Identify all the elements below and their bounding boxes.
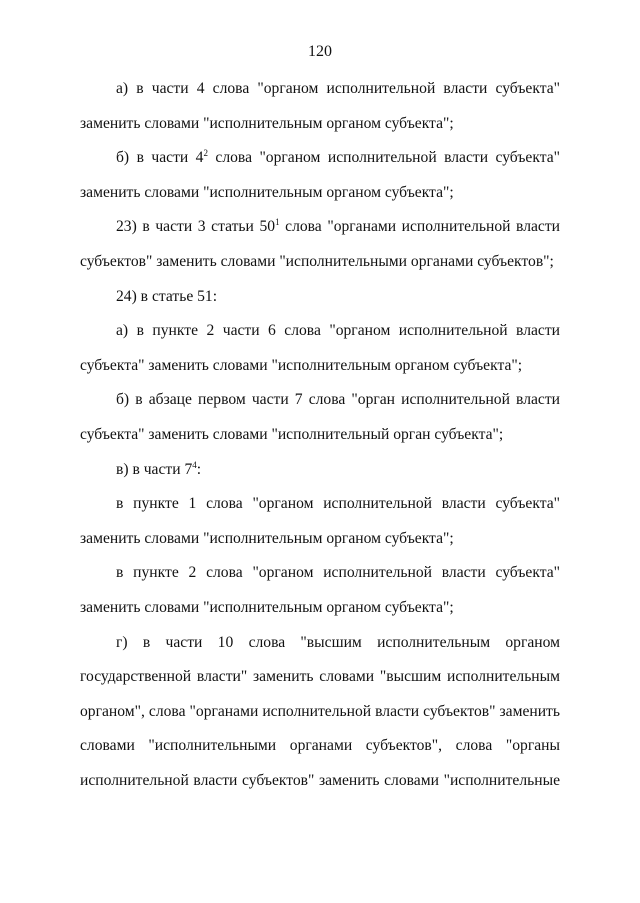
text-line: субъектов" заменить словами "исполнительными органами субъектов"; [80,253,554,270]
text-line: а) в части 4 слова "органом исполнительной власти субъекта" [116,80,560,97]
text-line: в пункте 2 слова "органом исполнительной власти субъекта" [116,564,560,582]
text-fragment: 23) в части 3 статьи 50 [116,218,276,236]
text-line: государственной власти" заменить словами "высшим исполнительным [80,668,560,686]
text-line: заменить словами "исполнительным органом субъекта"; [80,529,454,547]
text-line: субъекта" заменить словами "исполнительным органом субъекта"; [80,356,523,374]
text-line: заменить словами "исполнительным органом субъекта"; [80,599,454,616]
text-fragment: : [196,460,202,478]
superscript: 1 [275,217,280,228]
text-fragment: слова "органами исполнительной власти [279,218,560,236]
text-line: а) в пункте 2 части 6 слова "органом исполнительной власти [116,322,560,340]
text-fragment: в) в части 7 [116,460,193,478]
text-line: 24) в статье 51: [116,287,218,305]
text-line: б) в абзаце первом части 7 слова "орган исполнительной власти [116,391,560,409]
text-line [116,216,560,238]
page-number: 120 [308,43,332,60]
text-fragment: б) в части 4 [116,149,204,167]
text-line [116,147,560,169]
text-line: словами "исполнительными органами субъектов", слова "органы [80,737,560,755]
text-line: заменить словами "исполнительным органом субъекта"; [80,114,454,132]
text-line [116,459,560,481]
superscript: 2 [203,148,208,159]
superscript: 4 [192,459,197,470]
text-line: органом", слова "органами исполнительной власти субъектов" заменить [80,702,560,720]
text-line: заменить словами "исполнительным органом субъекта"; [80,183,454,201]
text-line: в пункте 1 слова "органом исполнительной власти субъекта" [116,495,560,513]
text-line: исполнительной власти субъектов" заменить словами "исполнительные [80,772,560,789]
text-line: г) в части 10 слова "высшим исполнительным органом [116,633,560,651]
text-line: субъекта" заменить словами "исполнительный орган субъекта"; [80,426,504,443]
text-fragment: слова "органом исполнительной власти субъекта" [207,149,560,167]
